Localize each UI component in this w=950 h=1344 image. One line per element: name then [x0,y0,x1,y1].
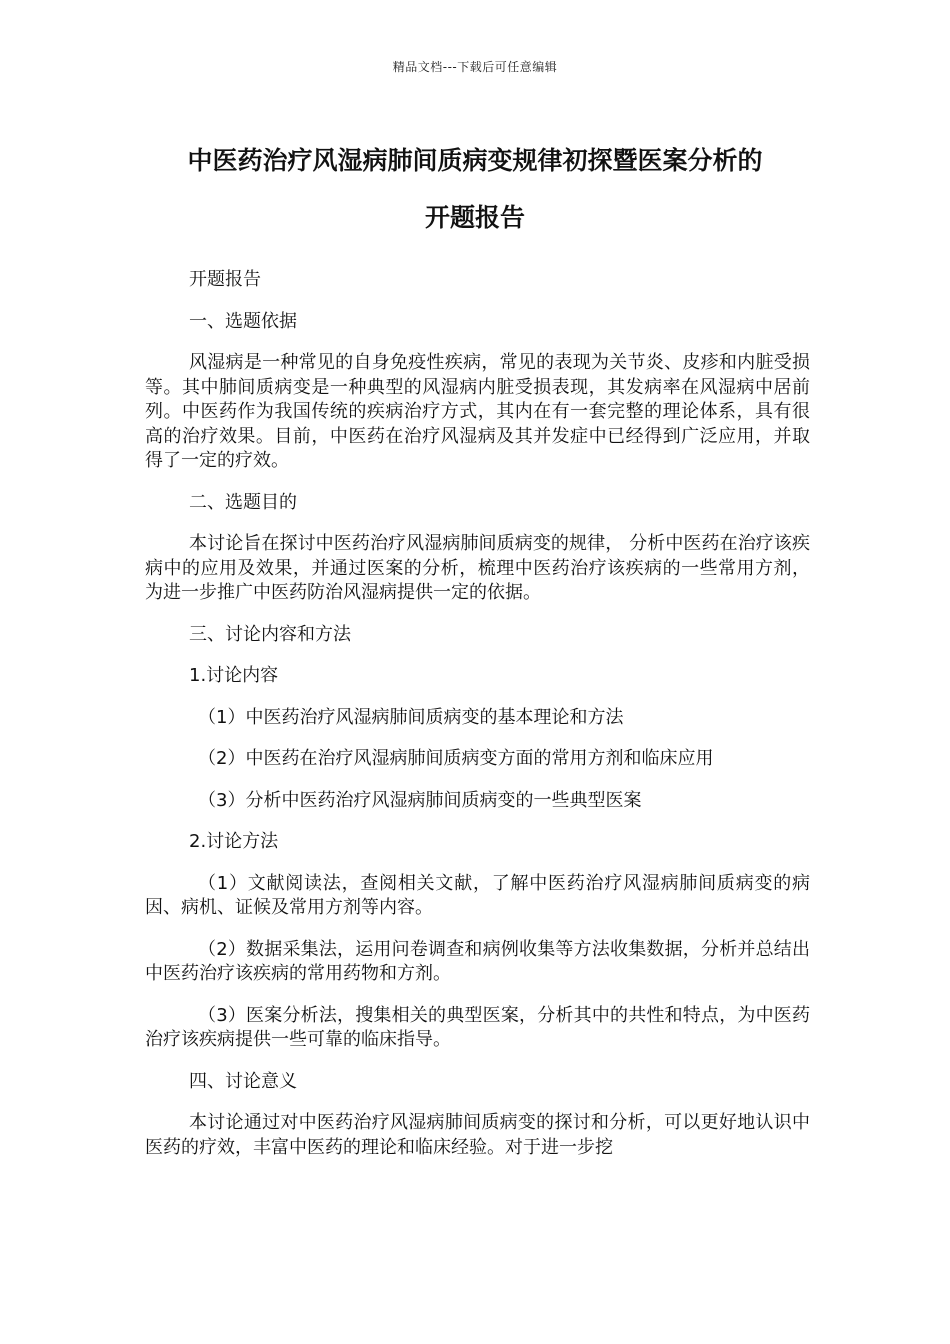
document-title [120,132,830,246]
section-2-paragraph: 本讨论旨在探讨中医药治疗风湿病肺间质病变的规律， 分析中医药在治疗该疾病中的应用及效果，并通过医案的分析，梳理中医药治疗该疾病的一些常用方剂，为进一步推广中医药防治风湿病提供一定的依据。 [145,533,810,603]
document-body [145,268,810,1177]
report-label: 开题报告 [189,269,261,290]
section-4-paragraph: 本讨论通过对中医药治疗风湿病肺间质病变的探讨和分析，可以更好地认识中医药的疗效，丰富中医药的理论和临床经验。对于进一步挖 [145,1112,810,1158]
research-content-heading: 1.讨论内容 [189,665,279,686]
section-1-heading: 一、选题依据 [189,310,297,332]
section-2-heading: 二、选题目的 [189,491,297,513]
research-method-item-3: （3）医案分析法，搜集相关的典型医案，分析其中的共性和特点，为中医药治疗该疾病提供一些可靠的临床指导。 [145,1004,810,1050]
section-1-paragraph: 风湿病是一种常见的自身免疫性疾病，常见的表现为关节炎、皮疹和内脏受损等。其中肺间质病变是一种典型的风湿病内脏受损表现，其发病率在风湿病中居前列。中医药作为我国传统的疾病治疗方式，其内在有一套完整的理论体系，具有很高的治疗效果。目前，中医药在治疗风湿病及其并发症中已经得到广泛应用，并取得了一定的疗效。 [145,352,810,471]
page-header-note: 精品文档---下载后可任意编辑 [392,60,558,74]
research-method-item-2: （2）数据采集法，运用问卷调查和病例收集等方法收集数据，分析并总结出中医药治疗该疾病的常用药物和方剂。 [145,938,810,984]
research-content-item-1: （1）中医药治疗风湿病肺间质病变的基本理论和方法 [198,706,624,728]
section-3-heading: 三、讨论内容和方法 [189,623,351,645]
section-4-heading: 四、讨论意义 [189,1070,297,1092]
research-method-heading: 2.讨论方法 [189,831,279,852]
research-content-item-3: （3）分析中医药治疗风湿病肺间质病变的一些典型医案 [198,789,642,811]
document-title-line-1: 中医药治疗风湿病肺间质病变规律初探暨医案分析的 [187,146,763,175]
document-title-line-2: 开题报告 [424,203,525,232]
research-content-item-2: （2）中医药在治疗风湿病肺间质病变方面的常用方剂和临床应用 [198,748,714,769]
research-method-item-1: （1）文献阅读法，查阅相关文献，了解中医药治疗风湿病肺间质病变的病因、病机、证候及常用方剂等内容。 [145,872,810,918]
